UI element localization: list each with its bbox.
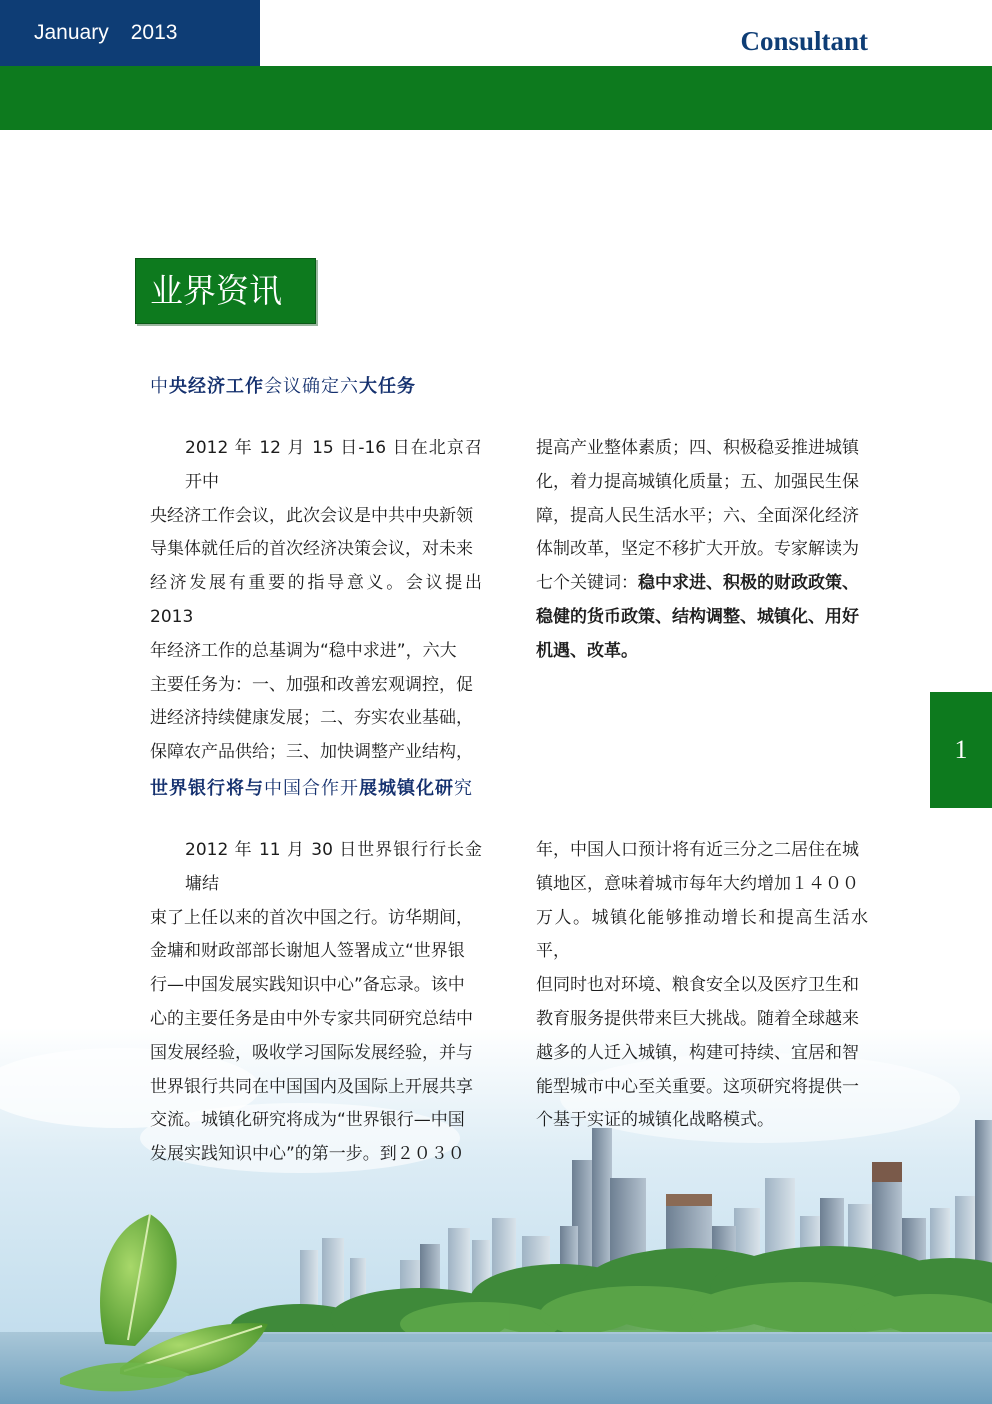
article1-right-column [536, 432, 868, 669]
text-line: 国发展经验，吸收学习国际发展经验，并与 [150, 1042, 473, 1063]
text-line: 镇地区，意味着城市每年大约增加１４００ [536, 873, 859, 894]
article1-title-part: 大任务 [359, 376, 416, 397]
text-line: 年，中国人口预计将有近三分之二居住在城 [536, 840, 859, 860]
text-line: 经济发展有重要的指导意义。会议提出 2013 [150, 573, 482, 627]
text-line: 教育服务提供带来巨大挑战。随着全球越来 [536, 1008, 859, 1029]
article1-title-part: 会议确定六 [264, 376, 359, 397]
text-line: 2012 年 12 月 15 日-16 日在北京召开中 [185, 438, 482, 492]
text-line: 主要任务为：一、加强和改善宏观调控，促 [150, 674, 473, 695]
article2-right-column [536, 834, 868, 1138]
text-line: 世界银行共同在中国国内及国际上开展共享 [150, 1076, 473, 1097]
keyword-text: 稳中求进、积极的财政政策、 [638, 573, 859, 594]
header-green-band [0, 66, 992, 130]
text-line: 2012 年 11 月 30 日世界银行行长金墉结 [185, 840, 482, 894]
article1-title-part: 央经济工作 [169, 376, 264, 397]
text-line: 束了上任以来的首次中国之行。访华期间， [150, 907, 473, 928]
text-line [536, 567, 868, 601]
article1-title-part: 中 [150, 376, 169, 397]
text-line: 导集体就任后的首次经济决策会议，对未来 [150, 539, 473, 560]
text-line: 金墉和财政部部长谢旭人签署成立“世界银 [150, 941, 465, 962]
issue-date [0, 0, 260, 66]
page-number-tab [930, 692, 992, 808]
text-line: 发展实践知识中心”的第一步。到２０３０ [150, 1144, 465, 1165]
keyword-line: 稳健的货币政策、结构调整、城镇化、用好 [536, 606, 859, 627]
text-line: 障，提高人民生活水平；六、全面深化经济 [536, 505, 859, 526]
text-line: 个基于实证的城镇化战略模式。 [536, 1110, 774, 1131]
text-line: 交流。城镇化研究将成为“世界银行—中国 [150, 1110, 465, 1131]
article2-title-part: 究 [454, 778, 473, 799]
text-line: 行—中国发展实践知识中心”备忘录。该中 [150, 975, 465, 996]
section-title: 业界资讯 [135, 258, 316, 324]
article2-title-part: 展城镇化研 [359, 778, 454, 799]
header-bar [0, 0, 992, 66]
text-line: 提高产业整体素质；四、积极稳妥推进城镇 [536, 438, 859, 458]
text-line: 越多的人迁入城镇，构建可持续、宜居和智 [536, 1042, 859, 1063]
page-number: 1 [954, 735, 968, 764]
article2-title-part: 中国合作开 [264, 778, 359, 799]
issue-year: 2013 [130, 21, 178, 44]
keyword-line: 机遇、改革。 [536, 640, 638, 661]
article2-title-part: 世界银行将与 [150, 778, 264, 799]
text-line: 体制改革，坚定不移扩大开放。专家解读为 [536, 539, 859, 560]
text-line: 万人。城镇化能够推动增长和提高生活水平， [536, 907, 868, 962]
text-line: 进经济持续健康发展；二、夯实农业基础， [150, 708, 473, 729]
text-segment: 七个关键词： [536, 573, 638, 594]
text-line: 但同时也对环境、粮食安全以及医疗卫生和 [536, 975, 859, 996]
article1-left-column [150, 432, 482, 770]
text-line: 保障农产品供给；三、加快调整产业结构， [150, 742, 473, 763]
article1-title [150, 372, 416, 398]
article2-left-column [150, 834, 482, 1172]
text-line: 化，着力提高城镇化质量；五、加强民生保 [536, 471, 859, 492]
text-line: 年经济工作的总基调为“稳中求进”，六大 [150, 640, 457, 661]
magazine-brand: Consultant [740, 26, 868, 56]
issue-month: January [34, 21, 109, 44]
article2-title [150, 774, 473, 800]
text-line: 心的主要任务是由中外专家共同研究总结中 [150, 1008, 473, 1029]
text-line: 央经济工作会议，此次会议是中共中央新领 [150, 505, 473, 526]
text-line: 能型城市中心至关重要。这项研究将提供一 [536, 1076, 859, 1097]
